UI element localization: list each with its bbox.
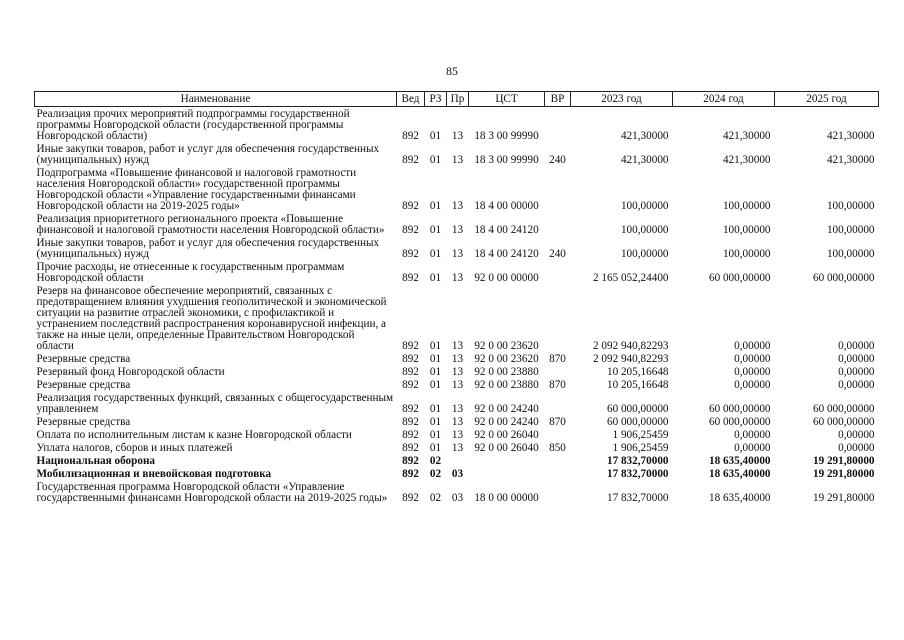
- cell-ved: 892: [402, 492, 419, 504]
- cell-vr: [545, 284, 571, 352]
- cell-rz: 02: [429, 468, 442, 480]
- cell-2024: 0,00000: [734, 429, 771, 441]
- cell-name: Иные закупки товаров, работ и услуг для обеспечения государственных (муниципальных) нужд: [36, 143, 380, 166]
- cell-rz: 01: [429, 442, 442, 454]
- cell-2024: 421,30000: [722, 130, 771, 142]
- table-row: [35, 415, 879, 428]
- cell-ved: 892: [402, 403, 419, 415]
- cell-vr: [545, 365, 571, 378]
- cell-rz: 01: [429, 200, 442, 212]
- cell-cst: 92 0 00 23880: [474, 366, 539, 378]
- cell-ved: 892: [402, 468, 419, 480]
- header-2023: 2023 год: [571, 92, 673, 107]
- cell-2025: 0,00000: [838, 379, 875, 391]
- cell-pr: 13: [451, 224, 464, 236]
- cell-ved: 892: [402, 379, 419, 391]
- cell-ved: 892: [402, 130, 419, 142]
- cell-pr: 13: [451, 442, 464, 454]
- cell-vr: 240: [549, 154, 566, 166]
- cell-name: Реализация прочих мероприятий подпрограммы государственной программы Новгородской области (государственной программы Новгородской области): [36, 108, 350, 142]
- cell-vr: [545, 260, 571, 284]
- cell-pr: 03: [451, 468, 464, 480]
- cell-pr: 13: [451, 379, 464, 391]
- cell-2023: 10 205,16648: [606, 379, 669, 391]
- cell-cst: 92 0 00 23620: [474, 340, 539, 352]
- cell-pr: 13: [451, 130, 464, 142]
- table-row: [35, 352, 879, 365]
- cell-name: Подпрограмма «Повышение финансовой и налоговой грамотности населения Новгородской области» государственной программы Новгородской области «Управление государственными финансами Новгородской области на 2019-2025 годы»: [36, 167, 357, 212]
- header-rz: РЗ: [425, 92, 447, 107]
- cell-name: Иные закупки товаров, работ и услуг для обеспечения государственных (муниципальных) нужд: [36, 237, 380, 260]
- cell-2025: 0,00000: [838, 442, 875, 454]
- cell-vr: [545, 391, 571, 415]
- cell-ved: 892: [402, 442, 419, 454]
- cell-rz: 01: [429, 379, 442, 391]
- cell-rz: 01: [429, 130, 442, 142]
- cell-rz: 01: [429, 154, 442, 166]
- cell-2024: 60 000,00000: [708, 272, 771, 284]
- cell-2023: 1 906,25459: [612, 429, 669, 441]
- cell-cst: 18 4 00 24120: [474, 248, 539, 260]
- cell-name: Государственная программа Новгородской области «Управление государственными финансами Новгородской области на 2019-2025 годы»: [36, 481, 388, 504]
- cell-vr: [545, 454, 571, 467]
- cell-2024: 0,00000: [734, 379, 771, 391]
- cell-2023: 17 832,70000: [606, 455, 669, 467]
- cell-2023: 17 832,70000: [606, 492, 669, 504]
- cell-2024: 0,00000: [734, 353, 771, 365]
- cell-cst: [469, 454, 545, 467]
- cell-ved: 892: [402, 340, 419, 352]
- cell-cst: 92 0 00 00000: [474, 272, 539, 284]
- cell-ved: 892: [402, 416, 419, 428]
- cell-2024: 60 000,00000: [708, 416, 771, 428]
- cell-2024: 60 000,00000: [708, 403, 771, 415]
- header-vr: ВР: [545, 92, 571, 107]
- cell-2025: 421,30000: [826, 130, 875, 142]
- cell-name: Реализация государственных функций, связанных с общегосударственным управлением: [36, 392, 394, 415]
- cell-2025: 60 000,00000: [812, 403, 875, 415]
- table-row: [35, 441, 879, 454]
- cell-2023: 100,00000: [620, 200, 669, 212]
- cell-2023: 17 832,70000: [606, 468, 669, 480]
- cell-cst: 18 4 00 24120: [474, 224, 539, 236]
- cell-2023: 100,00000: [620, 224, 669, 236]
- cell-pr: 13: [451, 353, 464, 365]
- cell-pr: 13: [451, 248, 464, 260]
- cell-vr: [545, 212, 571, 236]
- cell-rz: 01: [429, 429, 442, 441]
- cell-ved: 892: [402, 272, 419, 284]
- cell-2023: 2 092 940,82293: [592, 340, 669, 352]
- cell-cst: 18 3 00 99990: [474, 154, 539, 166]
- cell-pr: 03: [451, 492, 464, 504]
- table-row: [35, 480, 879, 504]
- budget-table: [34, 91, 879, 504]
- cell-2023: 10 205,16648: [606, 366, 669, 378]
- cell-2025: 60 000,00000: [812, 416, 875, 428]
- cell-cst: 18 3 00 99990: [474, 130, 539, 142]
- cell-name: Оплата по исполнительным листам к казне Новгородской области: [36, 429, 352, 441]
- cell-2023: 60 000,00000: [606, 403, 669, 415]
- cell-rz: 01: [429, 403, 442, 415]
- cell-pr: 13: [451, 272, 464, 284]
- table-row: [35, 107, 879, 143]
- table-row: [35, 142, 879, 166]
- cell-ved: 892: [402, 200, 419, 212]
- cell-name: Резервный фонд Новгородской области: [36, 366, 225, 378]
- cell-name: Реализация приоритетного регионального проекта «Повышение финансовой и налоговой грамотности населения Новгородской области»: [36, 213, 385, 236]
- table-row: [35, 212, 879, 236]
- cell-vr: [545, 166, 571, 212]
- cell-pr: 13: [451, 200, 464, 212]
- cell-name: Мобилизационная и вневойсковая подготовка: [36, 468, 272, 480]
- cell-ved: 892: [402, 455, 419, 467]
- cell-2025: 100,00000: [826, 200, 875, 212]
- cell-2024: 100,00000: [722, 200, 771, 212]
- header-ved: Вед: [397, 92, 425, 107]
- header-name: Наименование: [35, 92, 397, 107]
- cell-rz: 01: [429, 340, 442, 352]
- cell-pr: 13: [451, 429, 464, 441]
- cell-cst: 92 0 00 24240: [474, 416, 539, 428]
- cell-ved: 892: [402, 366, 419, 378]
- cell-cst: [469, 467, 545, 480]
- cell-vr: [545, 467, 571, 480]
- cell-rz: 02: [429, 455, 442, 467]
- table-row: [35, 365, 879, 378]
- table-row: [35, 284, 879, 352]
- cell-rz: 01: [429, 224, 442, 236]
- table-header-row: [35, 92, 879, 107]
- cell-2025: 0,00000: [838, 340, 875, 352]
- cell-vr: [545, 480, 571, 504]
- cell-ved: 892: [402, 224, 419, 236]
- cell-2024: 0,00000: [734, 340, 771, 352]
- cell-rz: 01: [429, 416, 442, 428]
- cell-vr: 870: [549, 379, 566, 391]
- cell-ved: 892: [402, 248, 419, 260]
- cell-name: Прочие расходы, не отнесенные к государственным программам Новгородской области: [36, 261, 345, 284]
- cell-2023: 100,00000: [620, 248, 669, 260]
- cell-name: Национальная оборона: [36, 455, 155, 467]
- cell-2024: 0,00000: [734, 366, 771, 378]
- cell-2025: 19 291,80000: [812, 455, 875, 467]
- page-number: 85: [446, 64, 458, 78]
- cell-cst: 92 0 00 26040: [474, 442, 539, 454]
- cell-cst: 92 0 00 24240: [474, 403, 539, 415]
- cell-rz: 01: [429, 248, 442, 260]
- cell-vr: 850: [549, 442, 566, 454]
- cell-2024: 18 635,40000: [708, 455, 771, 467]
- cell-vr: [545, 428, 571, 441]
- cell-rz: 01: [429, 353, 442, 365]
- cell-2024: 421,30000: [722, 154, 771, 166]
- cell-pr: 13: [451, 340, 464, 352]
- cell-2024: 100,00000: [722, 248, 771, 260]
- table-row: [35, 391, 879, 415]
- cell-ved: 892: [402, 429, 419, 441]
- cell-2023: 421,30000: [620, 130, 669, 142]
- cell-pr: [447, 454, 469, 467]
- cell-rz: 01: [429, 366, 442, 378]
- cell-2024: 100,00000: [722, 224, 771, 236]
- cell-cst: 92 0 00 23620: [474, 353, 539, 365]
- cell-2023: 1 906,25459: [612, 442, 669, 454]
- table-row: [35, 378, 879, 391]
- cell-vr: 240: [549, 248, 566, 260]
- cell-2025: 0,00000: [838, 353, 875, 365]
- cell-2023: 60 000,00000: [606, 416, 669, 428]
- cell-2025: 0,00000: [838, 366, 875, 378]
- cell-2024: 18 635,40000: [708, 492, 771, 504]
- cell-vr: 870: [549, 416, 566, 428]
- cell-2023: 2 092 940,82293: [592, 353, 669, 365]
- cell-2025: 0,00000: [838, 429, 875, 441]
- cell-vr: 870: [549, 353, 566, 365]
- header-2025: 2025 год: [775, 92, 879, 107]
- cell-pr: 13: [451, 403, 464, 415]
- cell-name: Резервные средства: [36, 379, 131, 391]
- cell-pr: 13: [451, 416, 464, 428]
- cell-cst: 18 4 00 00000: [474, 200, 539, 212]
- table-row: [35, 467, 879, 480]
- header-pr: Пр: [447, 92, 469, 107]
- table-row: [35, 166, 879, 212]
- cell-2024: 18 635,40000: [708, 468, 771, 480]
- table-row: [35, 454, 879, 467]
- cell-2025: 100,00000: [826, 224, 875, 236]
- cell-ved: 892: [402, 353, 419, 365]
- cell-2025: 421,30000: [826, 154, 875, 166]
- cell-cst: 18 0 00 00000: [474, 492, 539, 504]
- cell-name: Резервные средства: [36, 416, 131, 428]
- cell-name: Резервные средства: [36, 353, 131, 365]
- cell-2023: 421,30000: [620, 154, 669, 166]
- cell-2023: 2 165 052,24400: [592, 272, 669, 284]
- cell-2025: 100,00000: [826, 248, 875, 260]
- table-row: [35, 236, 879, 260]
- cell-rz: 01: [429, 272, 442, 284]
- table-row: [35, 428, 879, 441]
- cell-rz: 02: [429, 492, 442, 504]
- cell-2025: 19 291,80000: [812, 492, 875, 504]
- cell-2024: 0,00000: [734, 442, 771, 454]
- cell-cst: 92 0 00 23880: [474, 379, 539, 391]
- cell-name: Уплата налогов, сборов и иных платежей: [36, 442, 233, 454]
- header-2024: 2024 год: [673, 92, 775, 107]
- cell-name: Резерв на финансовое обеспечение мероприятий, связанных с предотвращением влияния ухудшения геополитической и экономической ситуации на развитие отраслей экономики, с профилактикой и устранением последствий распространения коронавирусной инфекции, а также на иные цели, определенные Правительством Новгородской области: [36, 285, 387, 352]
- table-row: [35, 260, 879, 284]
- cell-pr: 13: [451, 154, 464, 166]
- header-cst: ЦСТ: [469, 92, 545, 107]
- cell-cst: 92 0 00 26040: [474, 429, 539, 441]
- cell-ved: 892: [402, 154, 419, 166]
- cell-2025: 19 291,80000: [812, 468, 875, 480]
- cell-pr: 13: [451, 366, 464, 378]
- cell-2025: 60 000,00000: [812, 272, 875, 284]
- cell-vr: [545, 107, 571, 143]
